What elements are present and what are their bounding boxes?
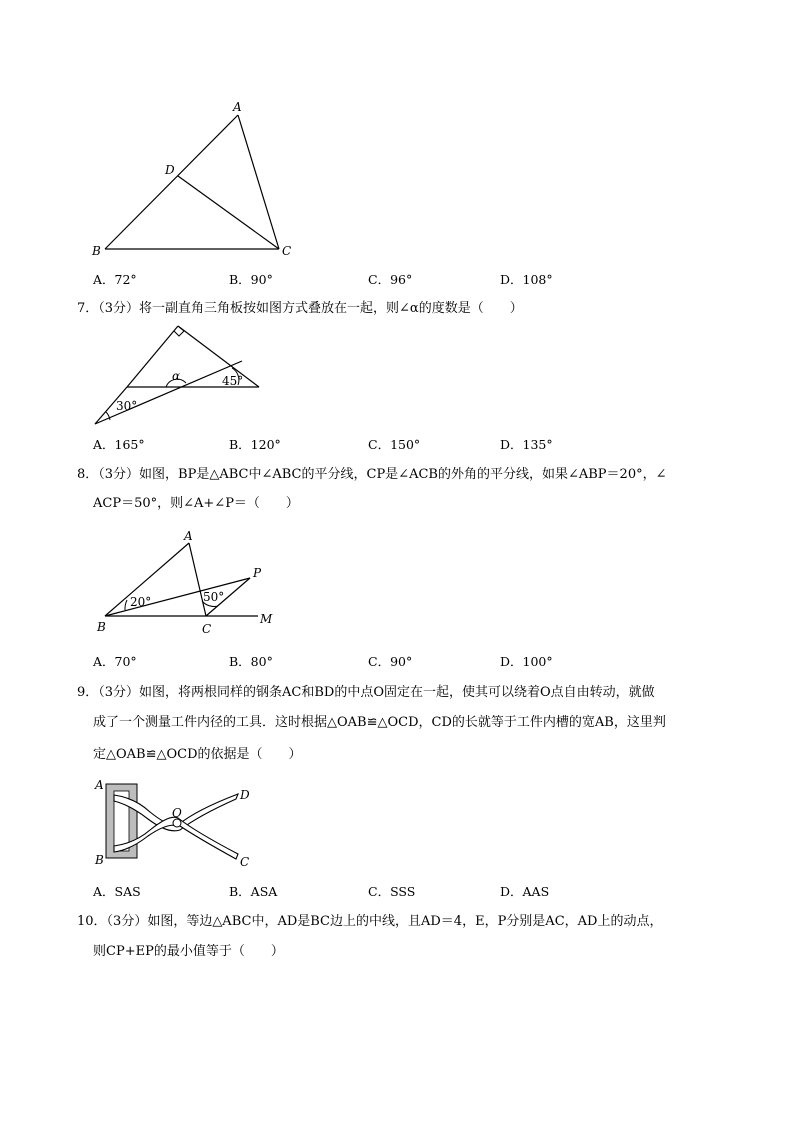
q8-option-a[interactable]: A．70° [93,654,137,669]
label-p: P [253,566,262,580]
label-30: 30° [116,399,138,413]
q6-option-d[interactable]: D．108° [500,272,553,287]
q8-stem-line1: 8．（3分）如图，BP是△ABC中∠ABC的平分线，CP是∠ACB的外角的平分线，如果∠ABP＝20°，∠ [77,467,667,482]
q9-stem-line3: 定△OAB≌△OCD的依据是（ ） [93,747,302,762]
q8-option-b[interactable]: B．80° [229,654,273,669]
q6-option-c[interactable]: C．96° [368,272,413,287]
label-45: 45° [222,374,244,388]
q7-option-a[interactable]: A．165° [93,437,145,452]
q7-option-d[interactable]: D．135° [500,437,553,452]
label-a: A [233,100,242,114]
q10-stem-line1: 10．（3分）如图，等边△ABC中，AD是BC边上的中线，且AD＝4，E，P分别是AC，AD上的动点， [77,914,663,929]
q9-option-a[interactable]: A．SAS [93,884,141,899]
q10-stem-line2: 则CP+EP的最小值等于（ ） [93,944,284,959]
label-a: A [95,778,104,792]
q9-option-d[interactable]: D．AAS [500,884,550,899]
q9-option-b[interactable]: B．ASA [229,884,278,899]
q7-stem: 7．（3分）将一副直角三角板按如图方式叠放在一起，则∠α的度数是（ ） [77,301,523,316]
label-20: 20° [130,595,152,609]
label-m: M [260,612,273,626]
q6-option-a[interactable]: A．72° [93,272,137,287]
label-50: 50° [203,590,225,604]
label-b: B [92,244,101,258]
label-o: O [172,806,182,820]
label-alpha: α [172,369,181,383]
label-b: B [97,620,106,634]
label-d: D [240,788,250,802]
q8-option-c[interactable]: C．90° [368,654,413,669]
label-c: C [240,855,250,869]
q9-stem-line1: 9．（3分）如图，将两根同样的钢条AC和BD的中点O固定在一起，使其可以绕着O点自由转动，就做 [77,685,655,700]
q8-option-d[interactable]: D．100° [500,654,553,669]
q8-stem-line2: ACP＝50°，则∠A+∠P＝（ ） [93,496,299,511]
label-b: B [95,853,104,867]
label-c: C [282,244,292,258]
q7-option-c[interactable]: C．150° [368,437,421,452]
q7-option-b[interactable]: B．120° [229,437,281,452]
label-c: C [202,622,212,636]
q9-stem-line2: 成了一个测量工件内径的工具．这时根据△OAB≌△OCD，CD的长就等于工件内槽的宽AB，这里判 [93,715,666,730]
q6-option-b[interactable]: B．90° [229,272,273,287]
label-d: D [165,163,175,177]
q9-option-c[interactable]: C．SSS [368,884,416,899]
label-a: A [184,529,193,543]
